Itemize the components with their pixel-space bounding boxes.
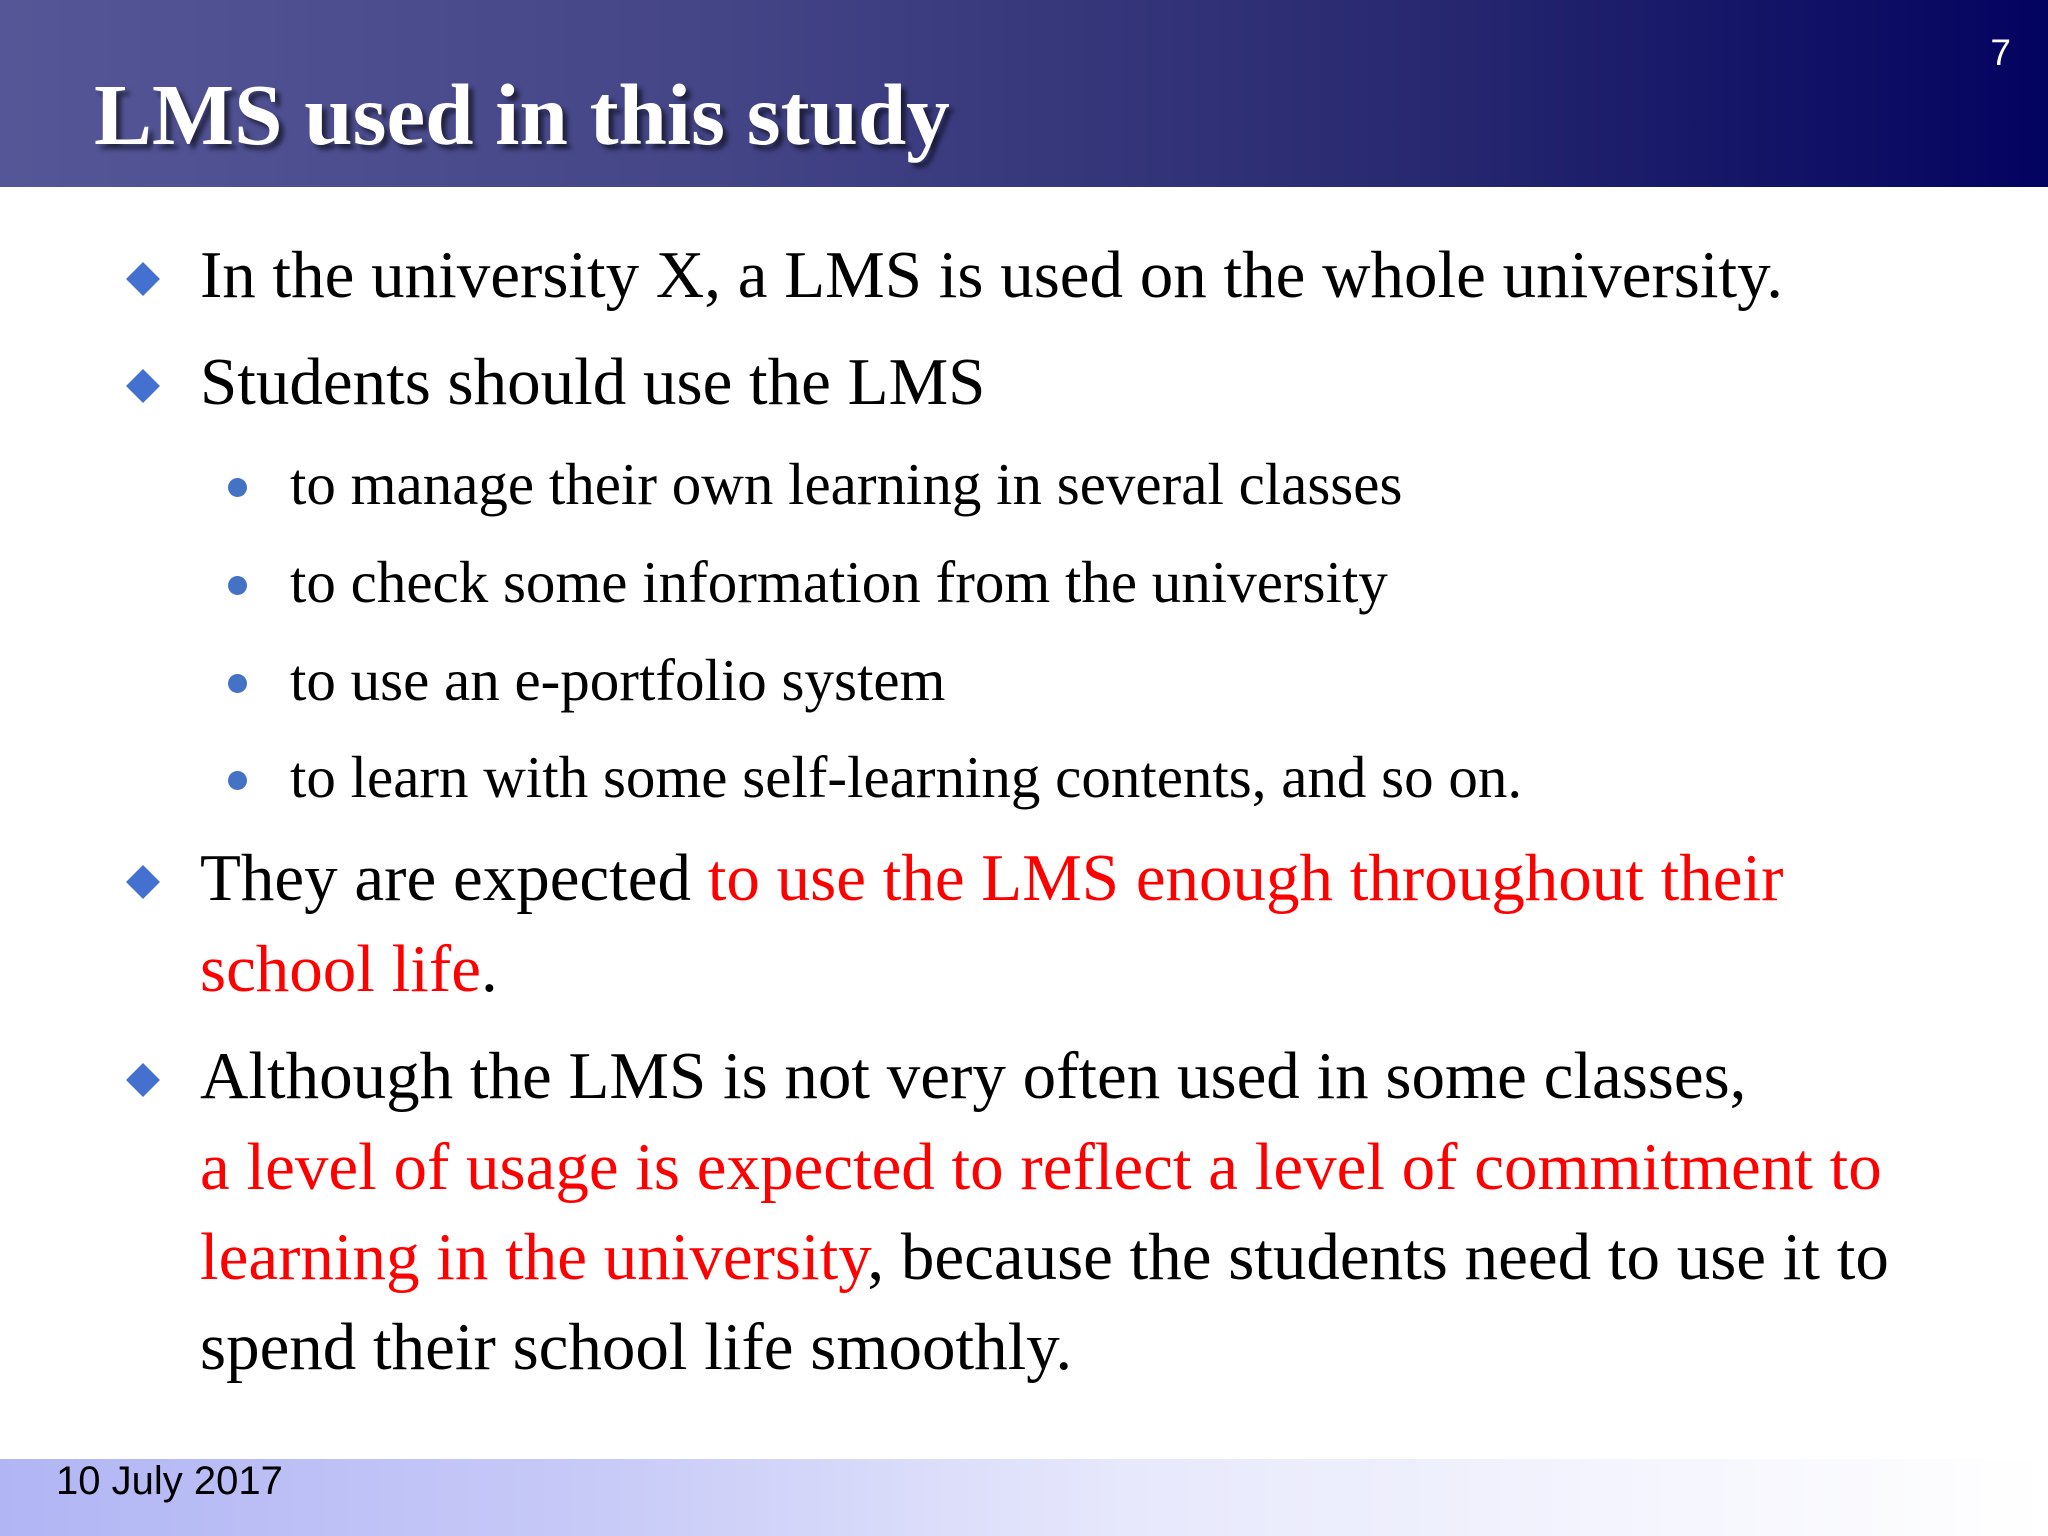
bullet-text-emphasis: to use the LMS enough throughout their: [707, 841, 1784, 915]
diamond-bullet-icon: [126, 865, 160, 899]
sub-bullet-manage-learning: [290, 444, 1402, 524]
bullet-text-emphasis: school life: [200, 932, 481, 1006]
dot-bullet-icon: [228, 478, 247, 497]
bullet-text-plain: They are expected: [200, 841, 708, 915]
dot-bullet-icon: [228, 576, 247, 595]
bullet-students-should-use: [200, 337, 985, 427]
slide-number: 7: [1990, 32, 2011, 73]
bullet-text-plain: .: [480, 932, 498, 1006]
bullet-expected-usage-continuation: [200, 924, 498, 1014]
bullet-lms-used-university-wide: [200, 230, 1783, 320]
bullet-text: spend their school life smoothly.: [200, 1310, 1073, 1384]
diamond-bullet-icon: [126, 1063, 160, 1097]
diamond-bullet-icon: [126, 262, 160, 296]
sub-bullet-text: to check some information from the university: [290, 549, 1388, 615]
sub-bullet-text: to learn with some self-learning contents, and so on.: [290, 744, 1523, 810]
bullet-text: Students should use the LMS: [200, 345, 986, 419]
bullet-commitment-level-line-4: [200, 1302, 1072, 1392]
bullet-commitment-level-line-2: [200, 1122, 1882, 1212]
diamond-bullet-icon: [126, 369, 160, 403]
sub-bullet-text: to manage their own learning in several classes: [290, 451, 1403, 517]
bullet-text-emphasis: a level of usage is expected to reflect a level of commitment to: [200, 1130, 1882, 1204]
footer-bar: [0, 1459, 2048, 1536]
footer-date: 10 July 2017: [56, 1459, 283, 1503]
bullet-text-emphasis: learning in the university: [200, 1220, 868, 1294]
bullet-text: In the university X, a LMS is used on the whole university.: [200, 238, 1783, 312]
bullet-expected-usage: [200, 833, 1783, 923]
bullet-text-plain: , because the students need to use it to: [867, 1220, 1889, 1294]
bullet-commitment-level-line-3: [200, 1212, 1889, 1302]
dot-bullet-icon: [228, 674, 247, 693]
sub-bullet-text: to use an e-portfolio system: [290, 647, 946, 713]
bullet-text: Although the LMS is not very often used in some classes,: [200, 1039, 1747, 1113]
slide-title: LMS used in this study: [94, 66, 950, 163]
bullet-commitment-level: [200, 1031, 1746, 1121]
sub-bullet-e-portfolio: [290, 640, 945, 720]
sub-bullet-check-information: [290, 542, 1388, 622]
dot-bullet-icon: [228, 771, 247, 790]
sub-bullet-self-learning: [290, 737, 1522, 817]
